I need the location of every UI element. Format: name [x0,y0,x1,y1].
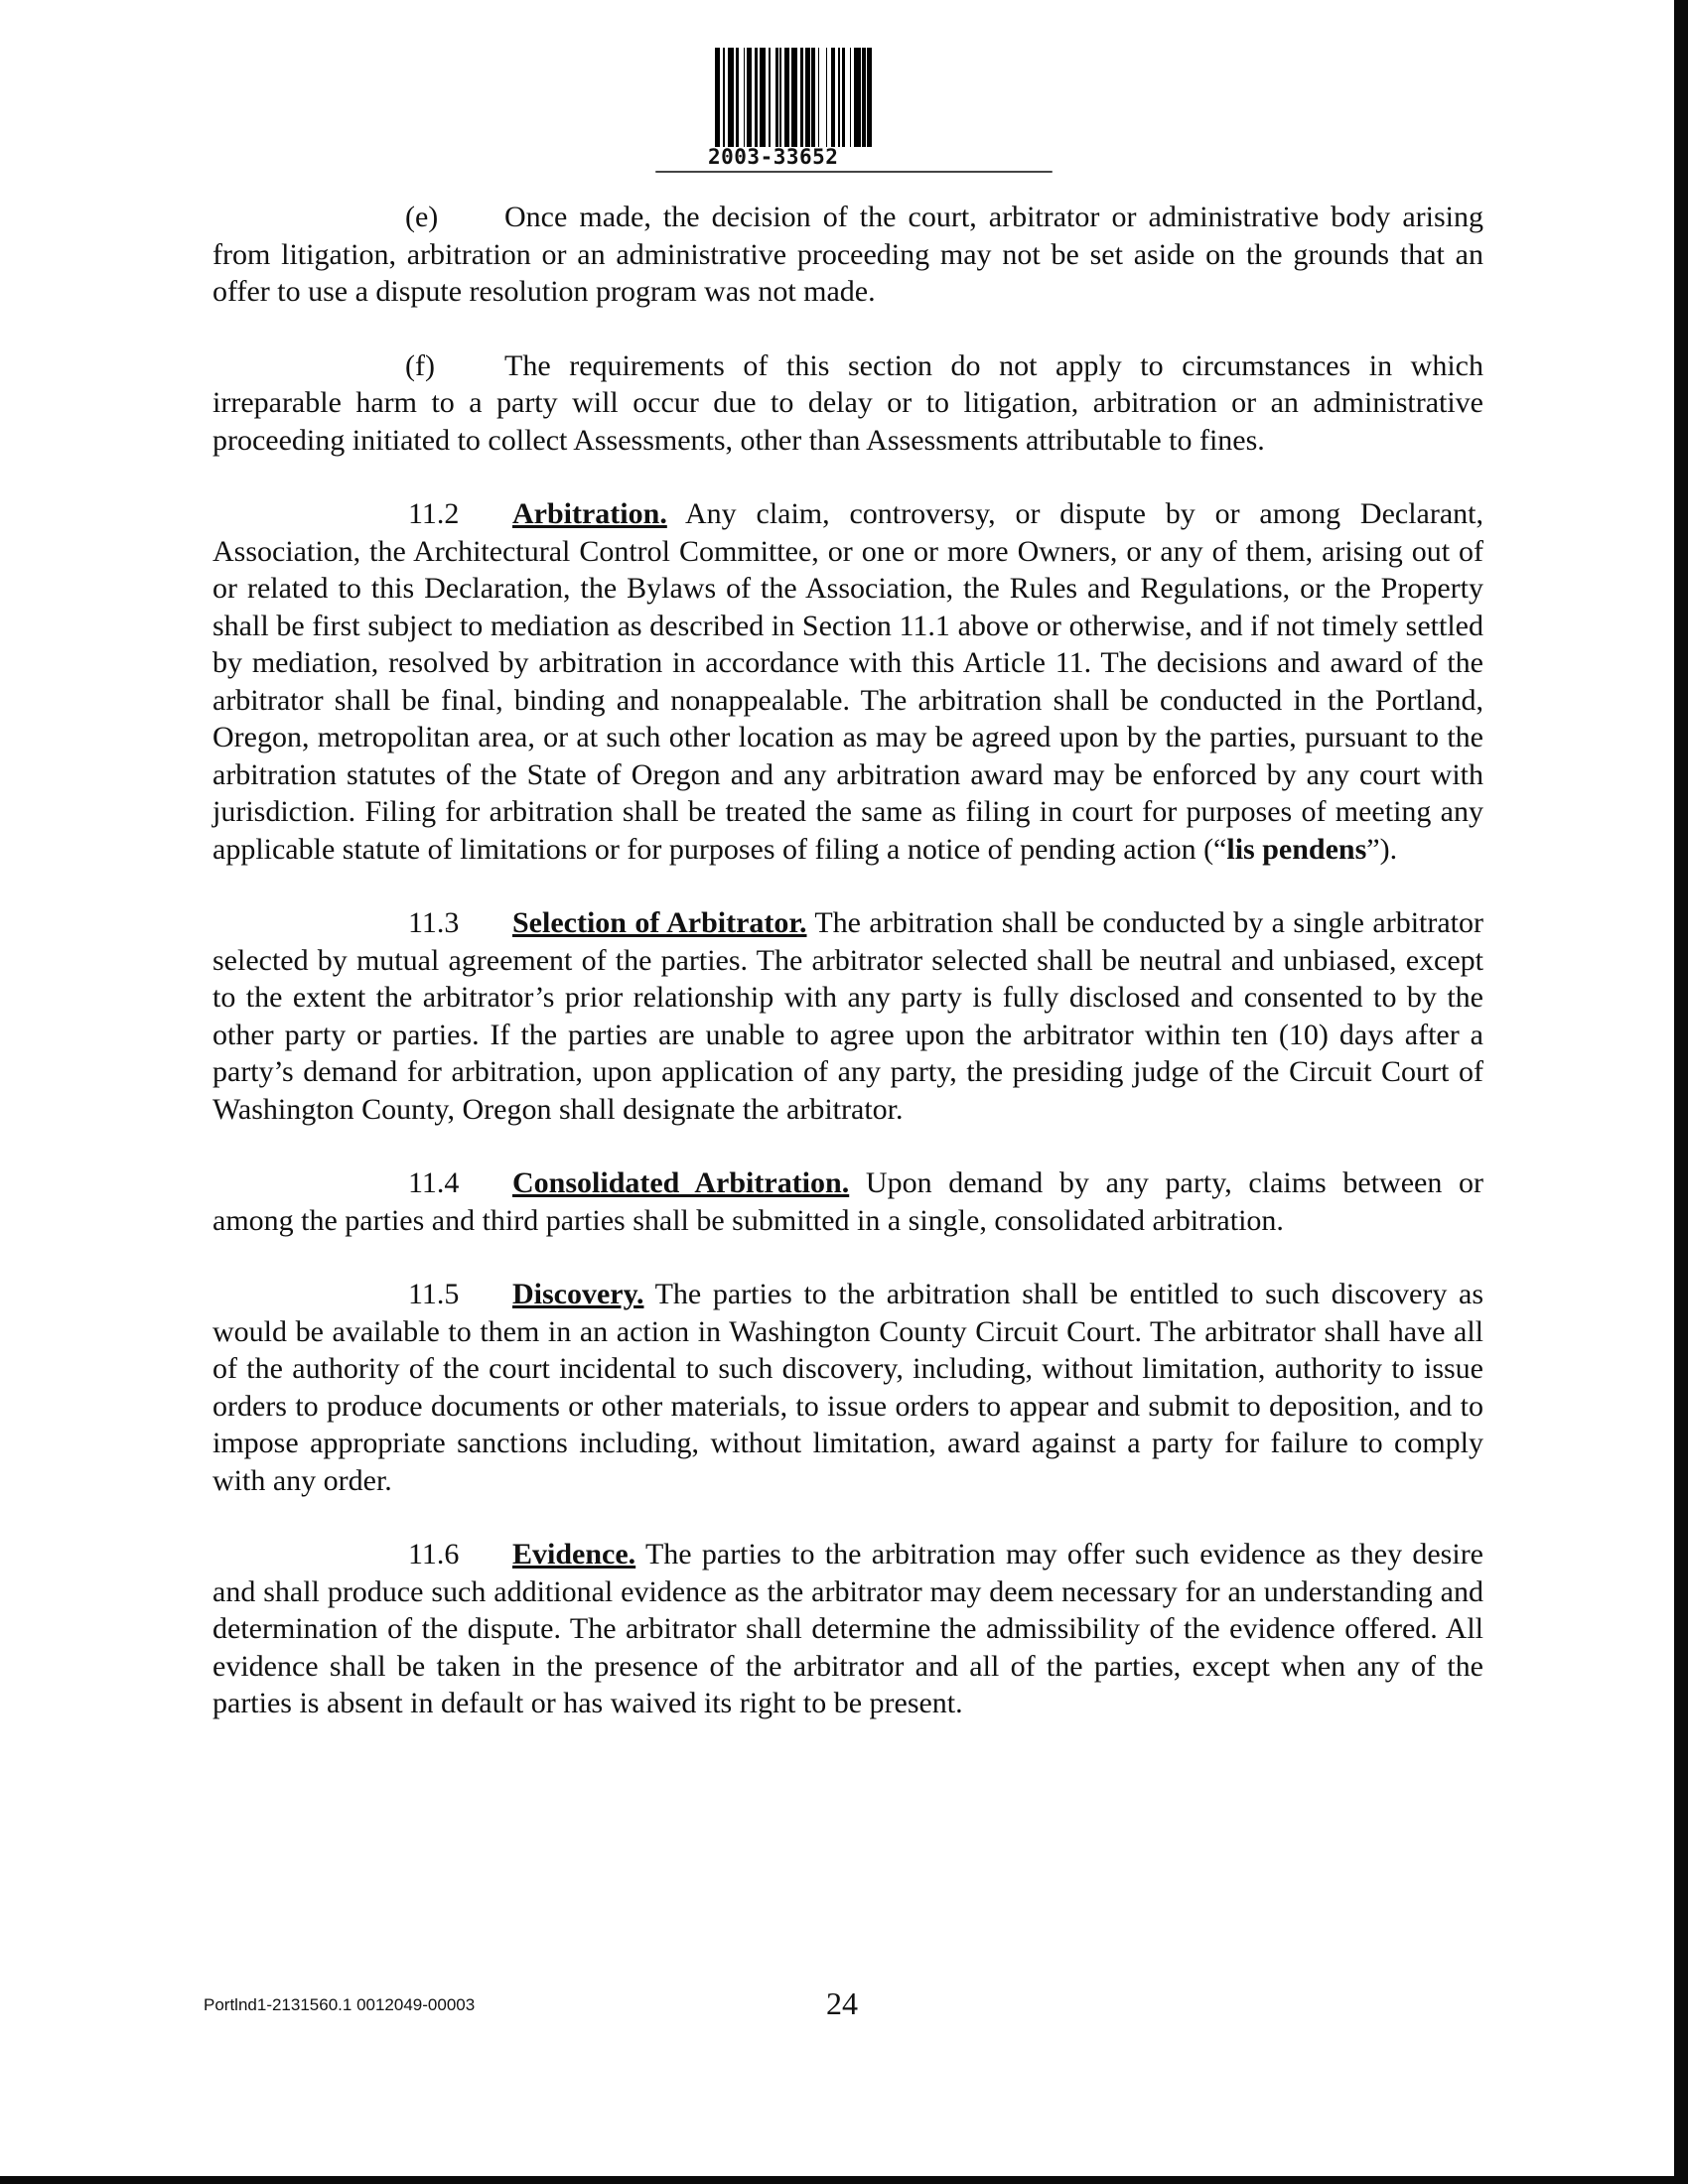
section-heading: Evidence. [512,1538,636,1570]
section-11-4 [212,1164,1483,1239]
subsection-f [212,347,1483,460]
section-number: 11.5 [408,1278,460,1310]
barcode-bars [715,48,1003,147]
footer-document-id: Portlnd1-2131560.1 0012049-00003 [204,1995,476,2014]
scan-edge-bottom [0,2176,1688,2184]
section-11-5 [212,1276,1483,1499]
section-body: The parties to the arbitration may offer such evidence as they desire and shall produce such additional evidence as the arbitrator may deem necessary for an understanding and determination of the dispute. The arbitrator shall determine the admissibility of the evidence offered. All evidence shall be taken in the presence of the arbitrator and all of the parties, except when any of the parties is absent in default or has waived its right to be present. [212,1538,1483,1719]
barcode-underline [655,171,1053,173]
section-number: 11.6 [408,1538,460,1570]
section-heading: Discovery. [512,1278,644,1310]
section-heading: Consolidated Arbitration. [512,1166,850,1199]
document-body [212,199,1483,1759]
defined-term: lis pendens [1226,832,1367,866]
scan-edge-right [1674,0,1688,2184]
section-body: Upon demand by any party, claims between or among the parties and third parties shall be submitted in a single, consolidated arbitration. [212,1166,1484,1237]
section-body: Any claim, controversy, or dispute by or among Declarant, Association, the Architectural Control Committee, or one or more Owners, or any of them, arising out of or related to this Declaration, the Bylaws of the Association, the Rules and Regulations, or the Property shall be first subject to mediation as described in Section 11.1 above or otherwise, and if not timely settled by mediation, resolved by arbitration in accordance with this Article 11. The decisions and award of the arbitrator shall be final, binding and nonappealable. The arbitration shall be conducted in the Portland, Oregon, metropolitan area, or at such other location as may be agreed upon by the parties, pursuant to the arbitration statutes of the State of Oregon and any arbitration award may be enforced by any court with jurisdiction. Filing for arbitration shall be treated the same as filing in court for purposes of meeting any applicable statute of limitations or for purposes of filing a notice of pending action (“ [212,497,1483,866]
section-11-6 [212,1536,1483,1722]
recording-number: 2003-33652 [708,145,839,169]
subsection-number: (f) [405,348,435,382]
section-body: The arbitration shall be conducted by a single arbitrator selected by mutual agreement of the parties. The arbitrator selected shall be neutral and unbiased, except to the extent the arbitrator’s prior relationship with any party is fully disclosed and consented to by the other party or parties. If the parties are unable to agree upon the arbitrator within ten (10) days after a party’s demand for arbitration, upon application of any party, the presiding judge of the Circuit Court of Washington County, Oregon shall designate the arbitrator. [212,906,1484,1126]
recording-barcode [695,48,1013,177]
subsection-body: The requirements of this section do not apply to circumstances in which irreparable harm to a party will occur due to delay or to litigation, arbitration or an administrative proceeding initiated to collect Assessments, other than Assessments attributable to fines. [212,348,1483,457]
section-body: The parties to the arbitration shall be entitled to such discovery as would be available to them in an action in Washington County Circuit Court. The arbitrator shall have all of the authority of the court incidental to such discovery, including, without limitation, authority to issue orders to produce documents or other materials, to issue orders to appear and submit to deposition, and to impose appropriate sanctions including, without limitation, award against a party for failure to comply with any order. [212,1278,1483,1497]
subsection-number: (e) [405,201,439,233]
section-number: 11.4 [408,1166,460,1199]
section-11-2 [212,495,1483,868]
subsection-e [212,199,1483,311]
section-body-end: ”). [1366,832,1398,866]
barcode-gap [872,48,875,147]
section-heading: Arbitration. [512,497,667,530]
page-number: 24 [826,1985,858,2021]
section-heading: Selection of Arbitrator. [512,906,807,939]
section-11-3 [212,904,1483,1128]
subsection-body: Once made, the decision of the court, arbitrator or administrative body arising from litigation, arbitration or an administrative proceeding may not be set aside on the grounds that an offer to use a dispute resolution program was not made. [212,201,1483,308]
section-number: 11.3 [408,906,460,939]
section-number: 11.2 [408,497,460,530]
